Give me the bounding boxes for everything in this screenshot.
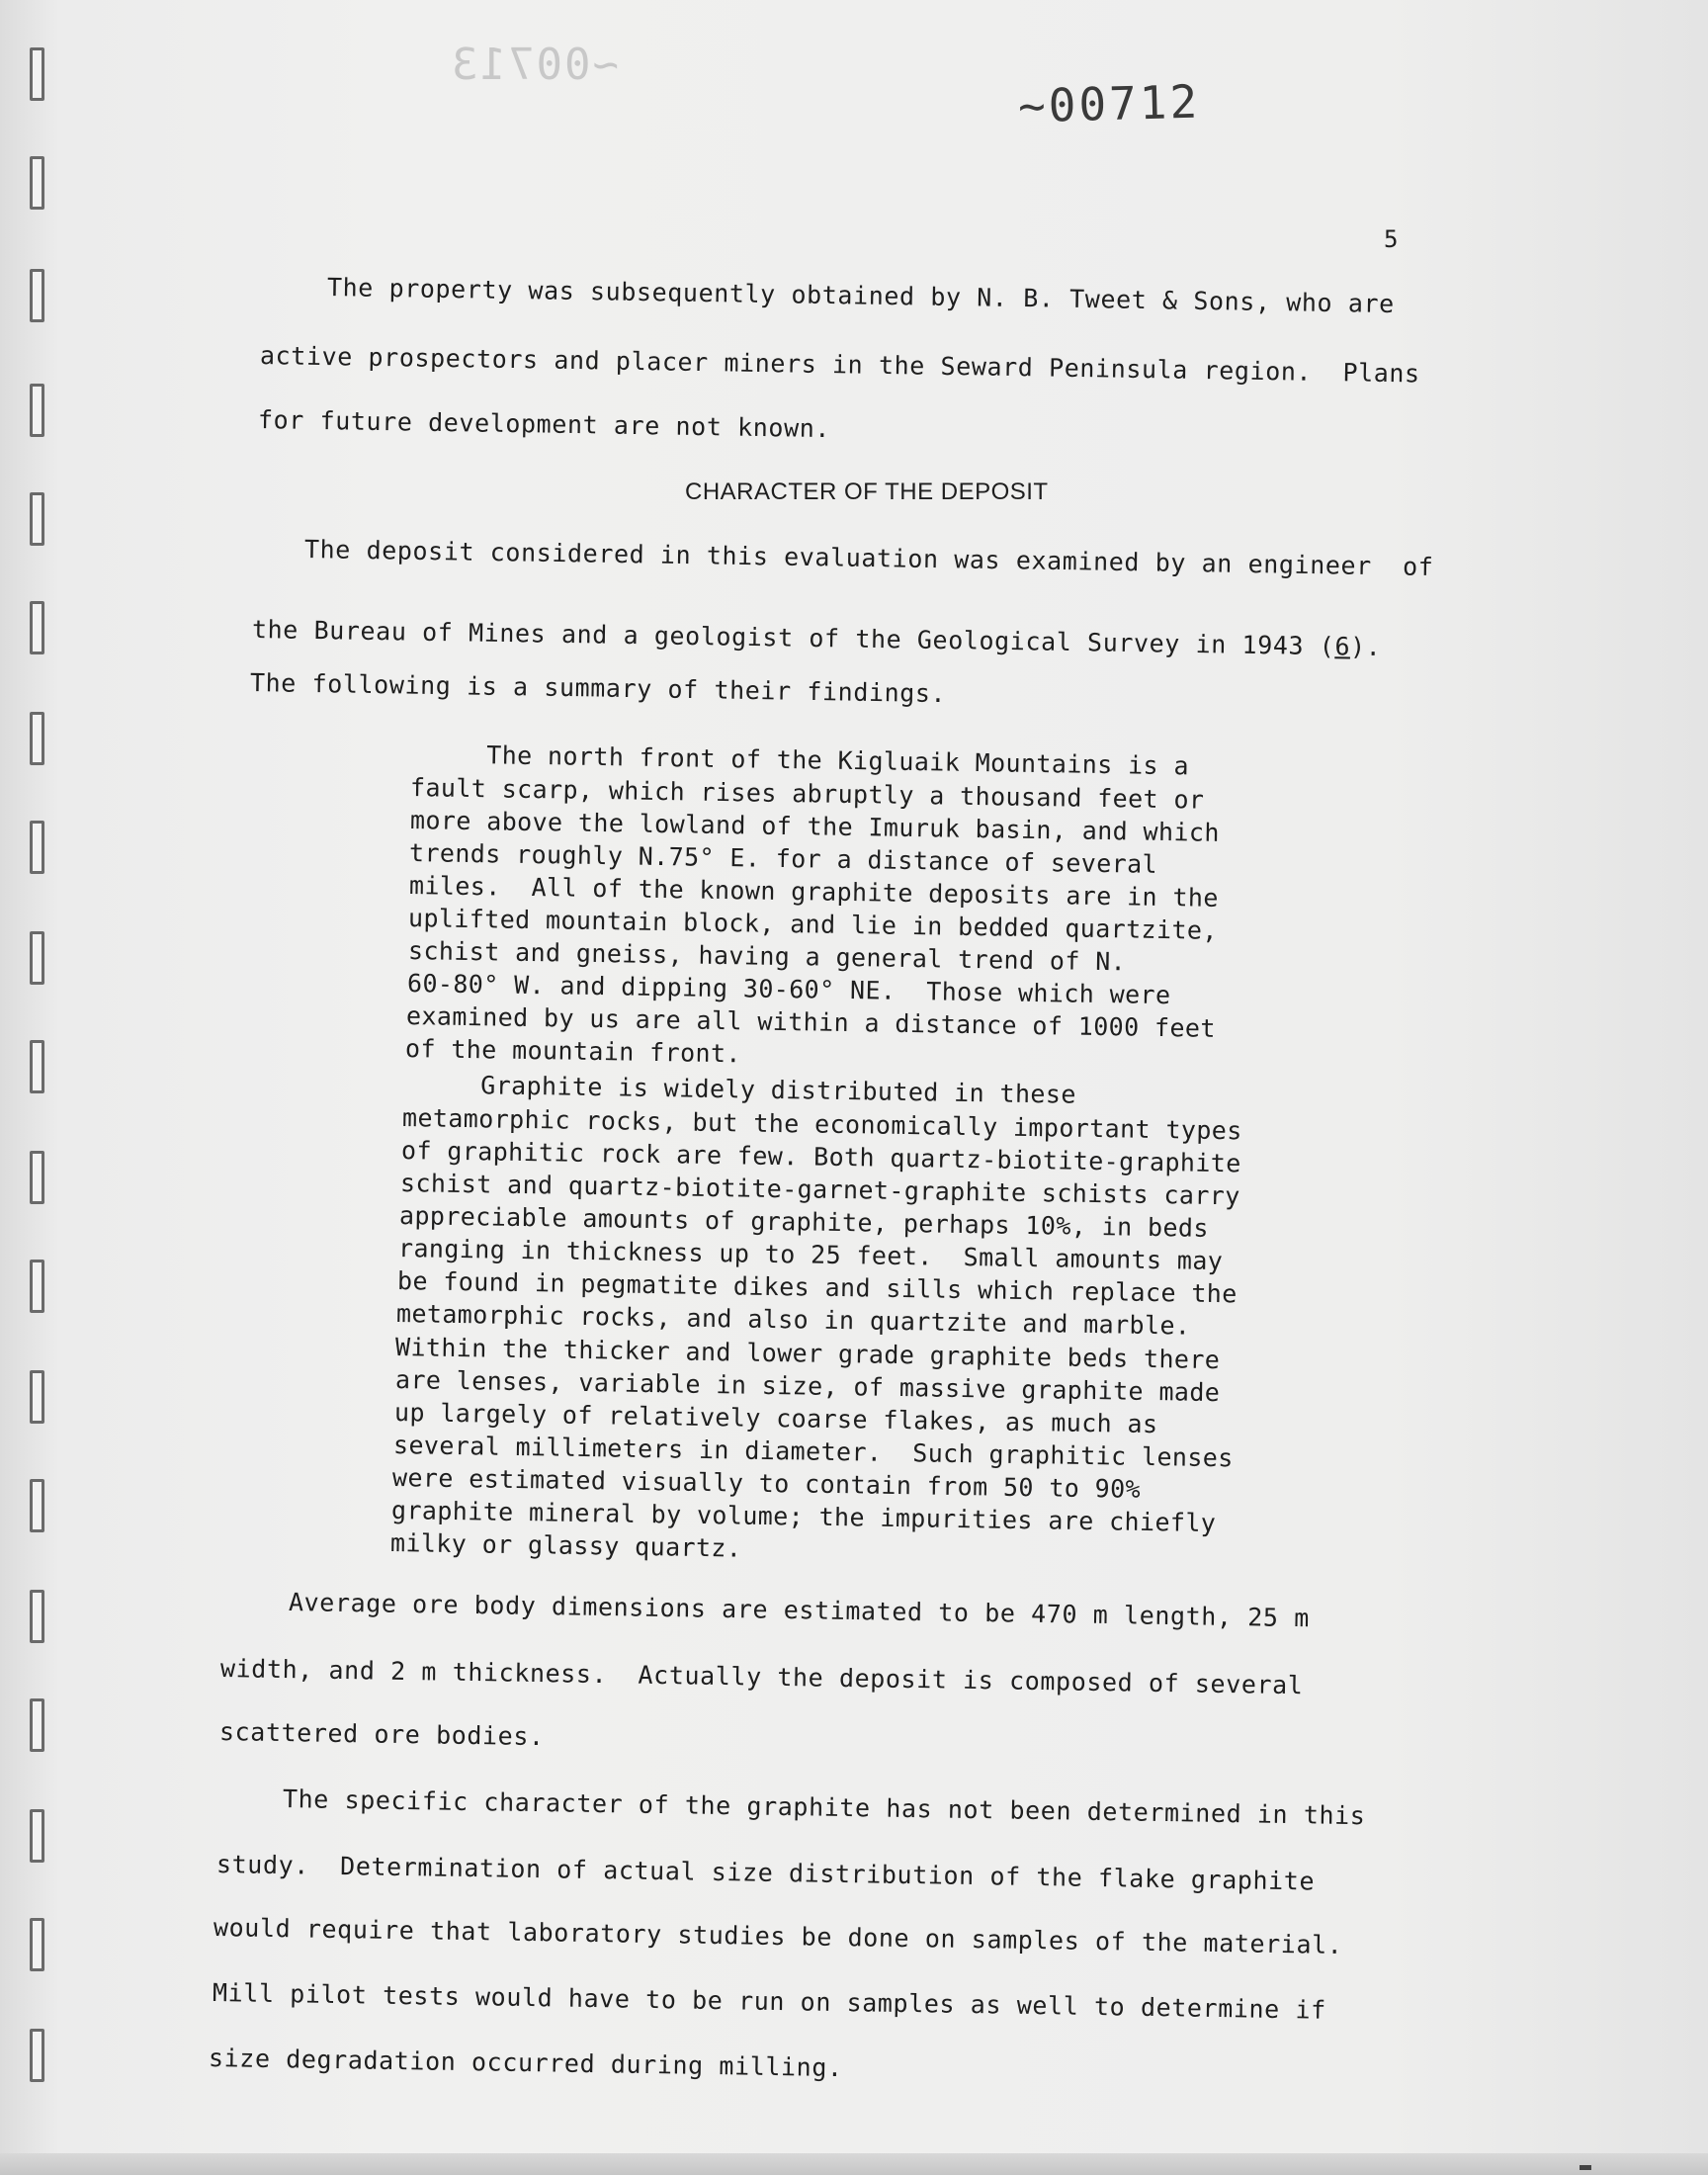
page-number: 5 [1384,225,1399,253]
binder-hole-icon [30,1918,44,1971]
quote-line: 60-80° W. and dipping 30-60° NE. Those which were [406,969,1171,1010]
dimensions-line: Average ore body dimensions are estimated to be 470 m length, 25 m [288,1588,1311,1633]
quote-line: trends roughly N.75° E. for a distance of several [408,838,1158,879]
quote-line: metamorphic rocks, and also in quartzite and marble. [395,1299,1191,1341]
quote-line: ranging in thickness up to 25 feet. Small amounts may [397,1234,1224,1276]
quote-line: up largely of relatively coarse flakes, as much as [393,1398,1158,1439]
binder-hole-icon [30,1809,44,1863]
binder-hole-icon [30,384,44,437]
quote-line: metamorphic rocks, but the economically important types [401,1103,1242,1146]
binder-hole-icon [30,492,44,546]
binder-hole-icon [30,821,44,874]
intro-line: for future development are not known. [257,405,831,444]
specific-line: size degradation occurred during milling. [208,2044,843,2083]
quote-line: examined by us are all within a distance of 1000 feet [405,1001,1217,1043]
quote-line: schist and gneiss, having a general trend of N. [407,936,1127,977]
section-heading: CHARACTER OF THE DEPOSIT [685,478,1049,505]
quote-line: were estimated visually to contain from 50 to 90% [391,1463,1142,1504]
binder-hole-icon [30,47,44,101]
intro-line: The property was subsequently obtained by N. B. Tweet & Sons, who are [326,273,1396,318]
page-bottom-edge [0,2153,1708,2175]
quote-line: more above the lowland of the Imuruk basin, and which [409,806,1221,847]
quote-line: appreciable amounts of graphite, perhaps 10%, in beds [398,1201,1210,1243]
binder-hole-icon [30,931,44,985]
binder-hole-strip [0,0,59,2175]
bleed-through-number: ~00713 [450,40,619,90]
binder-hole-icon [30,269,44,322]
section-line-text: the Bureau of Mines and a geologist of the Geological Survey in 1943 ( [251,615,1335,661]
section-line: The deposit considered in this evaluation was examined by an engineer of [303,535,1434,581]
binder-hole-icon [30,1370,44,1424]
specific-line: Mill pilot tests would have to be run on samples as well to determine if [212,1978,1326,2025]
quote-line: fault scarp, which rises abruptly a thousand feet or [409,773,1205,815]
intro-line: active prospectors and placer miners in the Seward Peninsula region. Plans [259,341,1420,389]
section-line [252,615,1382,661]
quote-line: of the mountain front. [404,1034,742,1069]
quote-line: schist and quartz-biotite-garnet-graphite schists carry [399,1169,1240,1211]
quote-line: The north front of the Kigluaik Mountains is a [409,740,1190,781]
binder-hole-icon [30,1698,44,1752]
binder-hole-icon [30,1479,44,1532]
dimensions-line: scattered ore bodies. [218,1717,545,1752]
reference-number: 6 [1334,632,1351,661]
document-stamp-number: ~00712 [1017,74,1201,133]
specific-line: The specific character of the graphite has not been determined in this [282,1784,1366,1831]
section-line: The following is a summary of their findings. [249,668,947,709]
quote-line: of graphitic rock are few. Both quartz-biotite-graphite [400,1136,1241,1178]
specific-line: study. Determination of actual size distribution of the flake graphite [215,1850,1316,1896]
binder-hole-icon [30,156,44,210]
quote-line: be found in pegmatite dikes and sills which replace the [396,1266,1238,1309]
binder-hole-icon [30,1590,44,1643]
binder-hole-icon [30,601,44,654]
quote-line: milky or glassy quartz. [389,1528,742,1563]
quote-line: graphite mineral by volume; the impurities are chiefly [390,1496,1217,1538]
reference-close: ). [1349,632,1382,661]
binder-hole-icon [30,2029,44,2082]
quote-line: miles. All of the known graphite deposits are in the [408,871,1220,913]
binder-hole-icon [30,1040,44,1093]
binder-hole-icon [30,1260,44,1313]
specific-line: would require that laboratory studies be done on samples of the material. [213,1913,1343,1959]
quote-line: are lenses, variable in size, of massive graphite made [394,1365,1221,1408]
scan-speck [1580,2165,1591,2170]
quote-line: Within the thicker and lower grade graphite beds there [394,1333,1221,1375]
dimensions-line: width, and 2 m thickness. Actually the deposit is composed of several [219,1654,1304,1700]
binder-hole-icon [30,1151,44,1204]
quote-line: several millimeters in diameter. Such graphitic lenses [392,1431,1234,1473]
quote-line: uplifted mountain block, and lie in bedded quartzite, [407,904,1219,945]
quote-line: Graphite is widely distributed in these [403,1070,1077,1109]
binder-hole-icon [30,712,44,765]
